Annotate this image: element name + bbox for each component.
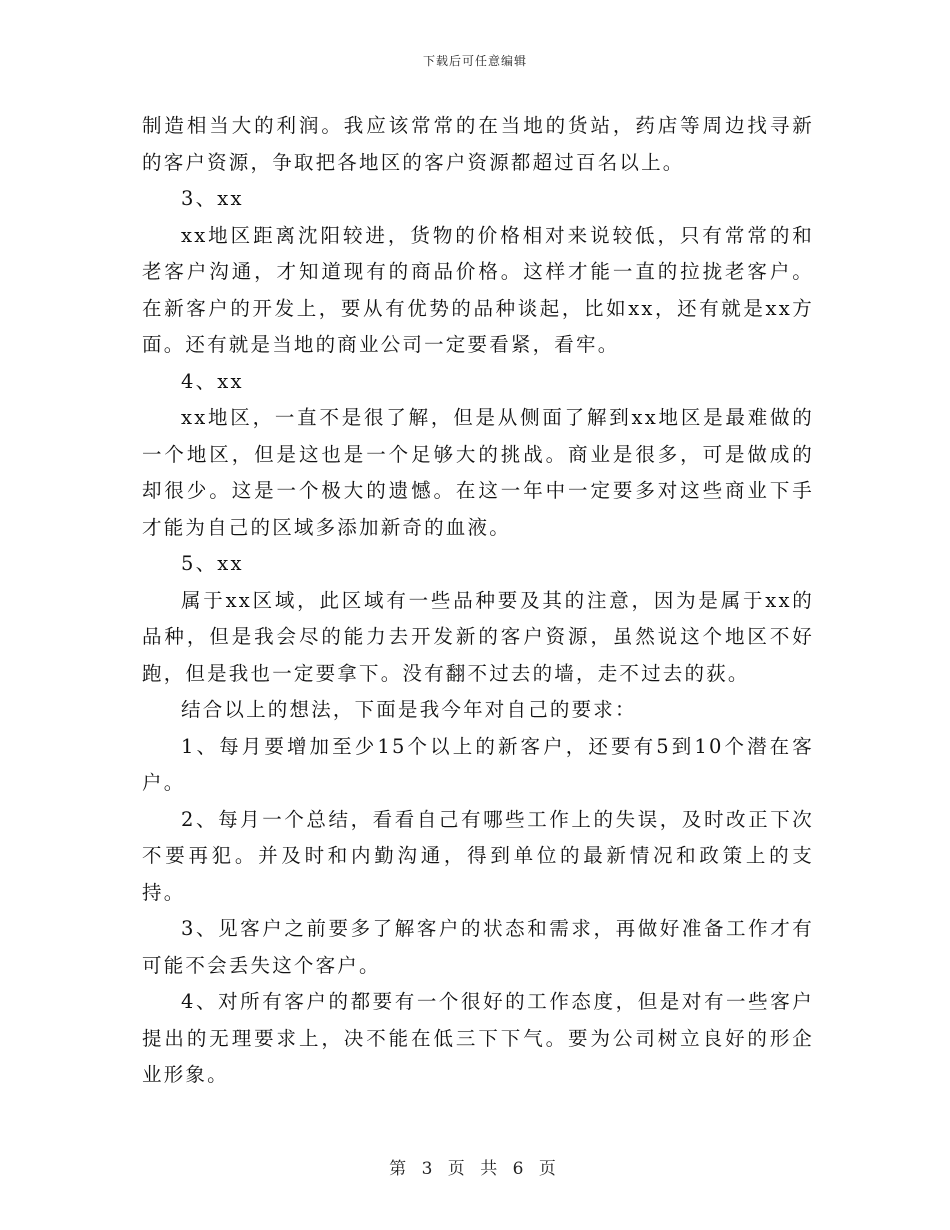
- list-item: 4、对所有客户的都要有一个很好的工作态度，但是对有一些客户提出的无理要求上，决不能在低三下下气。要为公司树立良好的形企业形象。: [142, 990, 814, 1086]
- list-item: 2、每月一个总结，看看自己有哪些工作上的失误，及时改正下次不要再犯。并及时和内勤沟通，得到单位的最新情况和政策上的支持。: [142, 807, 814, 904]
- paragraph: xx地区，一直不是很了解，但是从侧面了解到xx地区是最难做的一个地区，但是这也是一个足够大的挑战。商业是很多，可是做成的却很少。这是一个极大的遗憾。在这一年中一定要多对这些商业下手才能为自己的区域多添加新奇的血液。: [142, 406, 814, 539]
- document-body: [142, 108, 814, 1094]
- paragraph: 结合以上的想法，下面是我今年对自己的要求：: [181, 698, 637, 721]
- section-heading: 4、xx: [181, 369, 244, 393]
- section-heading: 3、xx: [181, 187, 244, 210]
- list-item: 3、见客户之前要多了解客户的状态和需求，再做好准备工作才有可能不会丢失这个客户。: [142, 917, 814, 977]
- paragraph: 属于xx区域，此区域有一些品种要及其的注意，因为是属于xx的品种，但是我会尽的能力去开发新的客户资源，虽然说这个地区不好跑，但是我也一定要拿下。没有翻不过去的墙，走不过去的荻。: [142, 588, 814, 685]
- paragraph: 制造相当大的利润。我应该常常的在当地的货站，药店等周边找寻新的客户资源，争取把各地区的客户资源都超过百名以上。: [142, 114, 814, 174]
- paragraph: xx地区距离沈阳较进，货物的价格相对来说较低，只有常常的和老客户沟通，才知道现有的商品价格。这样才能一直的拉拢老客户。在新客户的开发上，要从有优势的品种谈起，比如xx，还有就是xx方面。还有就是当地的商业公司一定要看紧，看牢。: [142, 223, 814, 356]
- list-item: 1、每月要增加至少15个以上的新客户，还要有5到10个潜在客户。: [142, 734, 814, 794]
- section-heading: 5、xx: [181, 552, 244, 575]
- page-header: 下载后可任意编辑: [422, 54, 527, 68]
- page-number: 第 3 页 共 6 页: [389, 1159, 561, 1179]
